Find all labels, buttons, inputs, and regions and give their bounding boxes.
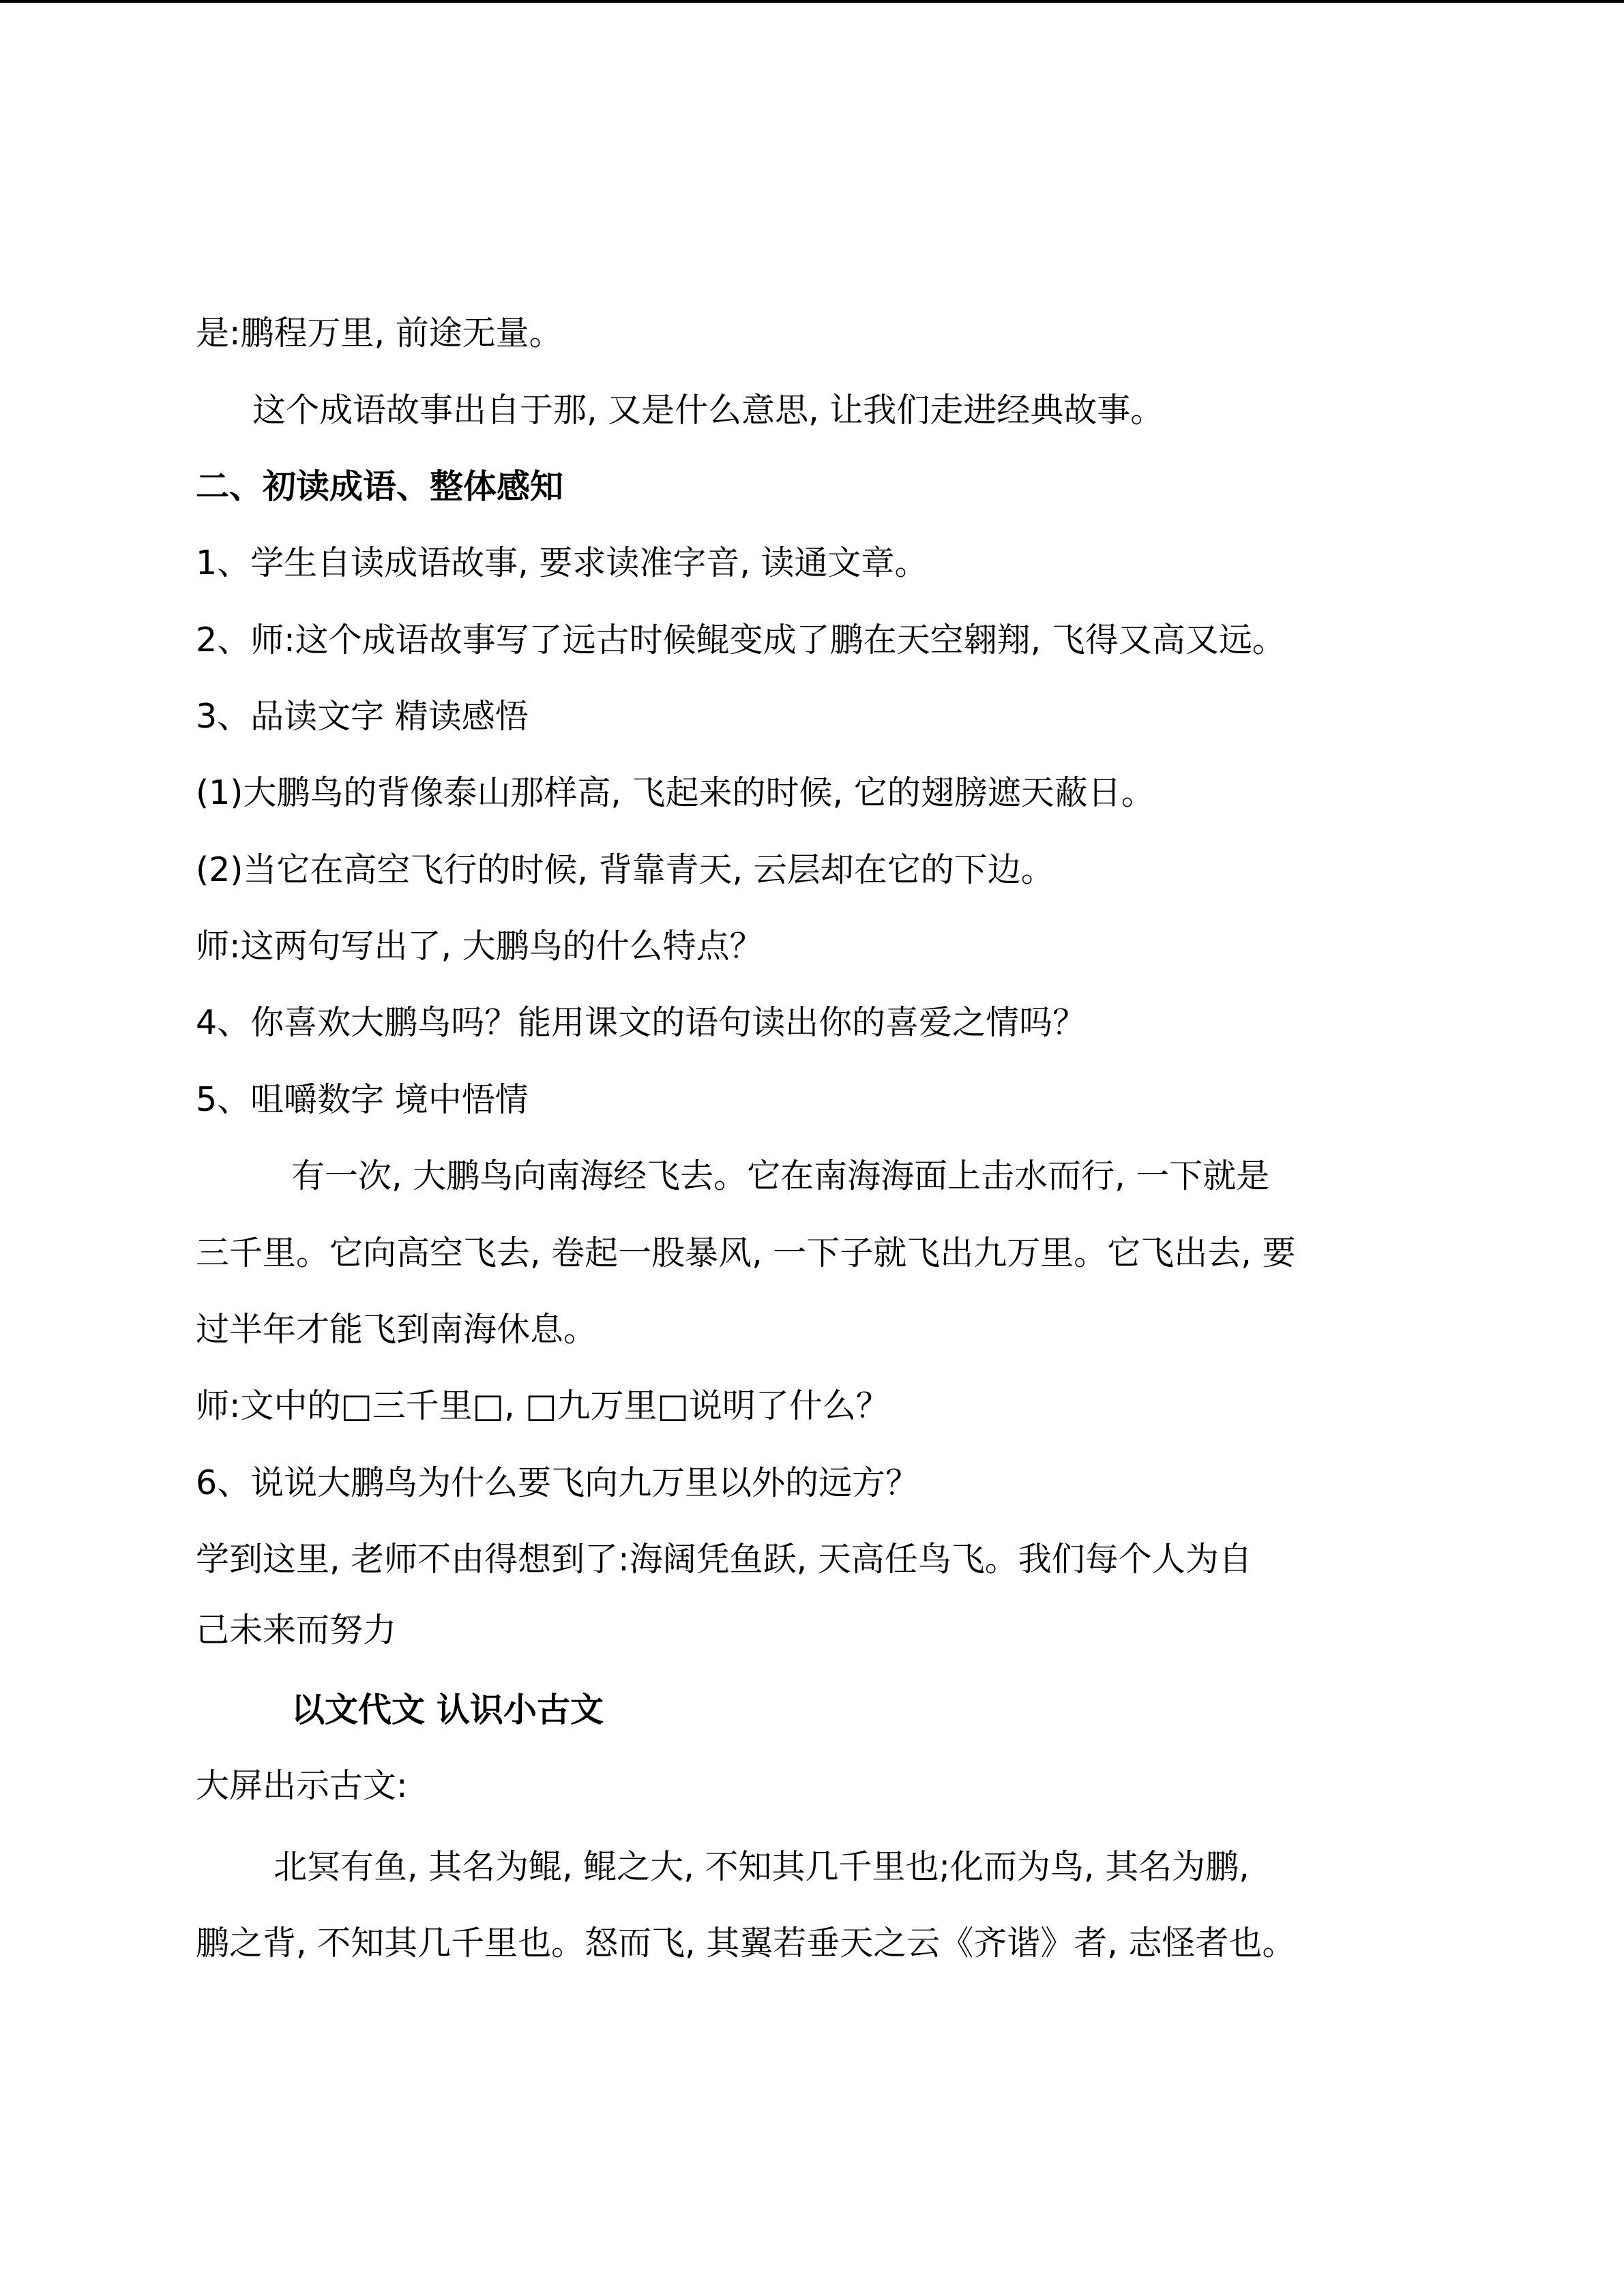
text-line: 这个成语故事出自于那, 又是什么意思, 让我们走进经典故事。	[252, 391, 1164, 430]
text-line: 4、你喜欢大鹏鸟吗？能用课文的语句读出你的喜爱之情吗？	[196, 1003, 1087, 1042]
text-line: 三千里。它向高空飞去, 卷起一股暴风, 一下子就飞出九万里。它飞出去, 要	[196, 1234, 1296, 1272]
text-line: (2)当它在高空飞行的时候, 背靠青天, 云层却在它的下边。	[196, 850, 1054, 889]
text-line: (1)大鹏鸟的背像泰山那样高, 飞起来的时候, 它的翅膀遮天蔽日。	[196, 773, 1155, 812]
text-line: 2、师:这个成语故事写了远古时候鲲变成了鹏在天空翱翔, 飞得又高又远。	[196, 621, 1286, 659]
text-line: 是:鹏程万里, 前途无量。	[196, 314, 563, 353]
text-line: 过半年才能飞到南海休息。	[196, 1310, 597, 1349]
text-line: 师:文中的□三千里□, □九万里□说明了什么？	[196, 1386, 889, 1425]
section-heading: 以文代文 认识小古文	[291, 1690, 604, 1729]
text-line: 师:这两句写出了, 大鹏鸟的什么特点？	[196, 927, 763, 966]
text-line: 3、品读文字 精读感悟	[196, 697, 529, 736]
text-line: 己未来而努力	[196, 1611, 397, 1650]
text-line: 大屏出示古文:	[196, 1766, 408, 1805]
page-top-border	[0, 0, 1624, 3]
text-line: 学到这里, 老师不由得想到了:海阔凭鱼跃, 天高任鸟飞。我们每个人为自	[196, 1540, 1252, 1579]
text-line: 鹏之背, 不知其几千里也。怒而飞, 其翼若垂天之云《齐谐》者, 志怪者也。	[196, 1924, 1296, 1963]
text-line: 有一次, 大鹏鸟向南海经飞去。它在南海海面上击水而行, 一下就是	[291, 1157, 1270, 1195]
text-line: 5、咀嚼数字 境中悟情	[196, 1080, 529, 1119]
section-heading: 二、初读成语、整体感知	[196, 467, 564, 506]
text-line: 6、说说大鹏鸟为什么要飞向九万里以外的远方？	[196, 1463, 919, 1502]
text-line: 北冥有鱼, 其名为鲲, 鲲之大, 不知其几千里也;化而为鸟, 其名为鹏,	[274, 1847, 1250, 1886]
text-line: 1、学生自读成语故事, 要求读准字音, 读通文章。	[196, 543, 928, 582]
